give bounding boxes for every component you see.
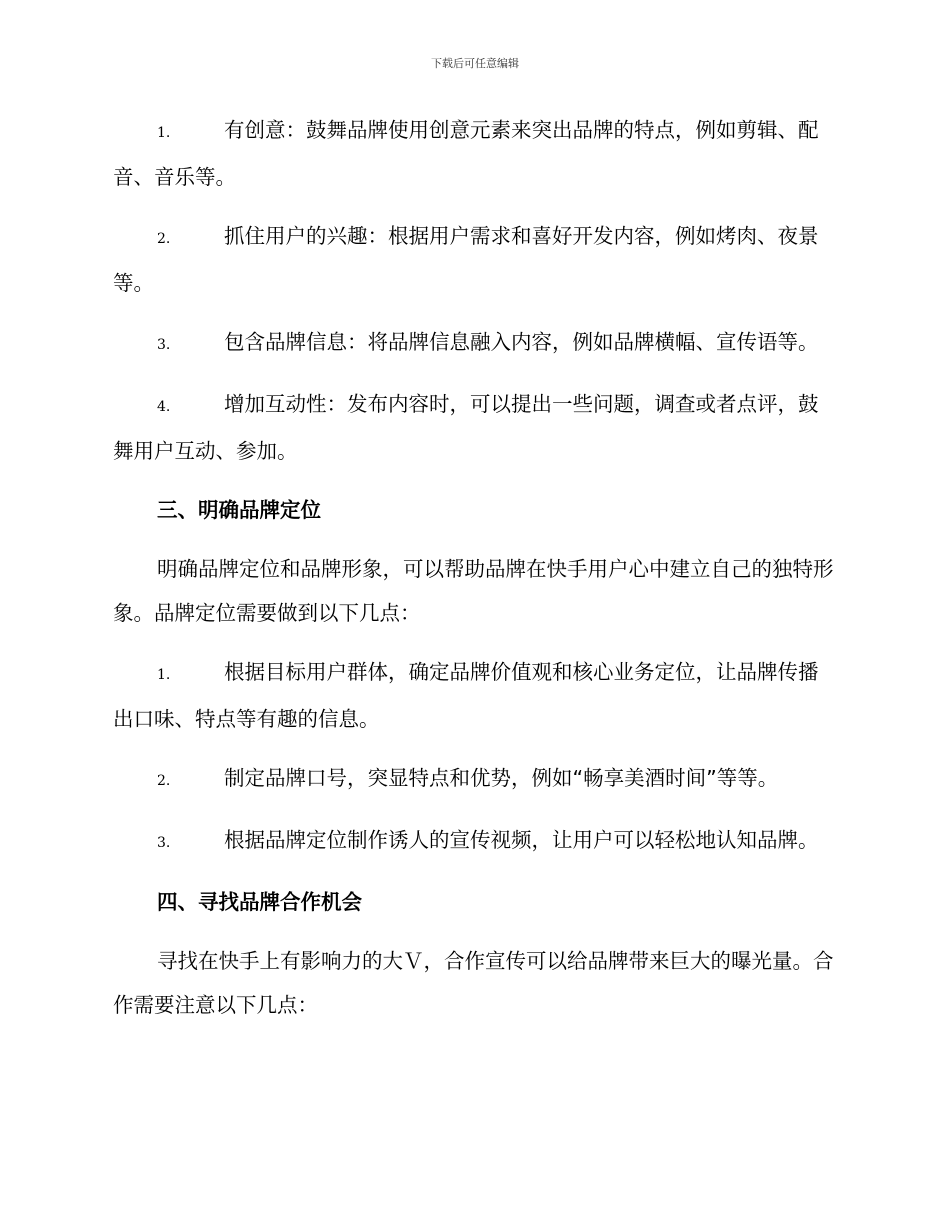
section-heading: 四、寻找品牌合作机会 (157, 890, 362, 914)
list-number: 1. (157, 125, 171, 141)
list-item (113, 320, 838, 367)
list-number: 3. (157, 337, 171, 353)
list-item (113, 818, 838, 865)
list-item-text: 抓住用户的兴趣：根据用户需求和喜好开发内容，例如烤肉、夜景等。 (113, 224, 819, 295)
page-header-note: 下载后可任意编辑 (431, 57, 519, 70)
list-number: 2. (157, 773, 171, 789)
list-item (113, 108, 838, 199)
list-item-text: 制定品牌口号，突显特点和优势，例如“畅享美酒时间”等等。 (224, 766, 779, 790)
paragraph: 寻找在快手上有影响力的大Ｖ，合作宣传可以给品牌带来巨大的曝光量。合作需要注意以下几点： (113, 949, 834, 1017)
list-item (113, 650, 838, 741)
list-item-text: 根据目标用户群体，确定品牌价值观和核心业务定位，让品牌传播出口味、特点等有趣的信息。 (113, 660, 819, 731)
list-item-text: 增加互动性：发布内容时，可以提出一些问题，调查或者点评，鼓舞用户互动、参加。 (113, 392, 819, 463)
list-number: 1. (157, 667, 171, 683)
list-item (113, 214, 838, 305)
list-number: 3. (157, 835, 171, 851)
list-item-text: 包含品牌信息：将品牌信息融入内容，例如品牌横幅、宣传语等。 (224, 330, 819, 354)
list-number: 2. (157, 231, 171, 247)
list-item (113, 382, 838, 473)
paragraph: 明确品牌定位和品牌形象，可以帮助品牌在快手用户心中建立自己的独特形象。品牌定位需要做到以下几点： (113, 557, 834, 625)
list-item (113, 756, 838, 803)
section-heading: 三、明确品牌定位 (157, 498, 321, 522)
list-item-text: 有创意：鼓舞品牌使用创意元素来突出品牌的特点，例如剪辑、配音、音乐等。 (113, 118, 819, 189)
list-item-text: 根据品牌定位制作诱人的宣传视频，让用户可以轻松地认知品牌。 (224, 828, 819, 852)
document-body (113, 108, 838, 1042)
list-number: 4. (157, 399, 171, 415)
